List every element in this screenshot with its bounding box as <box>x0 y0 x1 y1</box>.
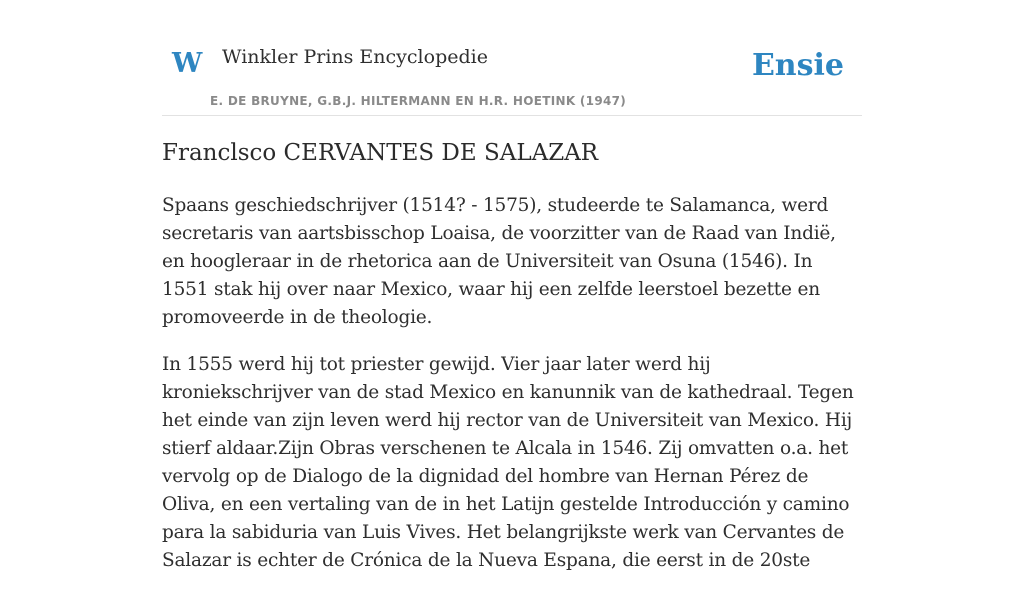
article-title: Franclsco CERVANTES DE SALAZAR <box>162 140 599 166</box>
source-title[interactable]: Winkler Prins Encyclopedie <box>222 46 488 68</box>
ensie-logo[interactable]: Ensie <box>751 48 844 83</box>
page-container <box>162 0 862 571</box>
source-header <box>162 0 862 116</box>
article-paragraph-1: Spaans geschiedschrijver (1514? - 1575), studeerde te Salamanca, werd secretaris van aartsbisschop Loaisa, de voorzitter van de Raad van Indië, en hoogleraar in de rhetorica aan de Universiteit van Osuna (1546). In 1551 stak hij over naar Mexico, waar hij een zelfde leerstoel bezette en promoveerde in de theologie. <box>162 195 836 328</box>
source-authors: E. DE BRUYNE, G.B.J. HILTERMANN EN H.R. HOETINK (1947) <box>210 94 627 108</box>
article-paragraph-2: In 1555 werd hij tot priester gewijd. Vier jaar later werd hij kroniekschrijver van de stad Mexico en kanunnik van de kathedraal. Tegen het einde van zijn leven werd hij rector van de Universiteit van Mexico. Hij stierf aldaar.Zijn Obras verschenen te Alcala in 1546. Zij omvatten o.a. het vervolg op de Dialogo de la dignidad del hombre van Hernan Pérez de Oliva, en een vertaling van de in het Latijn gestelde Introducción y camino para la sabiduria van Luis Vives. Het belangrijkste werk van Cervantes de Salazar is echter de Crónica de la Nueva Espana, die eerst in de 20ste <box>162 354 854 571</box>
article-body <box>162 192 862 594</box>
winkler-prins-logo[interactable]: W <box>172 48 203 79</box>
